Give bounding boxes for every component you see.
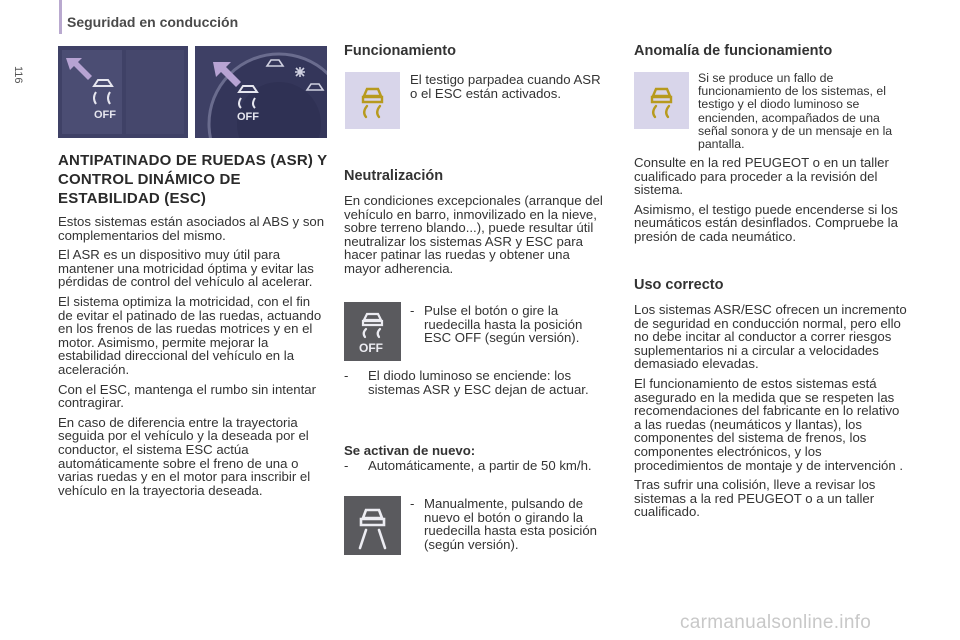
uso-correcto-heading: Uso correcto [634, 277, 724, 293]
off-label: OFF [94, 109, 116, 121]
main-title: ANTIPATINADO DE RUEDAS (ASR) Y CONTROL DINÁMICO DE ESTABILIDAD (ESC) [58, 152, 328, 207]
paragraph: Estos sistemas están asociados al ABS y son complementarios del mismo. [58, 214, 325, 243]
anomalia-heading: Anomalía de funcionamiento [634, 43, 833, 59]
paragraph: Consulte en la red PEUGEOT o en un taller cualificado para proceder a la revisión del sistema. [634, 155, 889, 198]
asr-warning-icon [345, 72, 400, 129]
esc-on-button-icon [344, 496, 401, 555]
paragraph: El ASR es un dispositivo muy útil para mantener una motricidad óptima y evitar las pérdidas de control del vehículo al acelerar. [58, 247, 314, 290]
page-number: 116 [12, 66, 24, 84]
esc-off-button-icon [344, 302, 401, 361]
paragraph: Tras sufrir una colisión, lleve a revisar los sistemas a la red PEUGEOT o a un taller cualificado. [634, 477, 876, 520]
step-diode-on: - El diodo luminoso se enciende: los sistemas ASR y ESC dejan de actuar. [344, 368, 589, 397]
dashboard-dial-photo [195, 46, 327, 138]
paragraph: El funcionamiento de estos sistemas está asegurado en la medida que se respeten las recomendaciones del fabricante en lo relativo a las ruedas (neumáticos y llantas), los componentes del sistema de frenos, los componentes electrónicos, y los procedimientos de montaje y de intervención . [634, 375, 904, 473]
paragraph: En caso de diferencia entre la trayectoria seguida por el vehículo y la deseada por el conductor, el sistema ESC actúa automáticamente sobre el freno de una o varias ruedas y en el motor para inscribir el vehículo en la trayectoria deseada. [58, 414, 311, 498]
watermark: carmanualsonline.info [680, 612, 872, 633]
manual-reactivate-item: - Manualmente, pulsando de nuevo el botón o girando la ruedecilla hasta esta posición (según versión). [410, 496, 598, 552]
section-title: Seguridad en conducción [67, 14, 239, 30]
off-label: OFF [359, 341, 383, 355]
paragraph: El sistema optimiza la motricidad, con el fin de evitar el patinado de las ruedas, actuando en los frenos de las ruedas motrices y en el motor. Asimismo, permite mejorar la estabilidad direccional del vehículo en la aceleración. [58, 293, 322, 377]
paragraph: Con el ESC, mantenga el rumbo sin intentar contragirar. [58, 381, 317, 411]
funcionamiento-heading: Funcionamiento [344, 43, 456, 59]
anomalia-paragraphs [634, 156, 910, 250]
neutralizacion-heading: Neutralización [344, 168, 444, 184]
uso-correcto-paragraphs [634, 303, 910, 525]
step-press-button: - Pulse el botón o gire la ruedecilla hasta la posición ESC OFF (según versión). [410, 303, 583, 346]
neutralizacion-text: En condiciones excepcionales (arranque del vehículo en barro, inmovilizado en la nieve, sobre terreno blando...), puede resultar útil neutralizar los sistemas ASR y ESC para hacer patinar las ruedas y obtener una mayor adherencia. [344, 193, 603, 276]
paragraph: Los sistemas ASR/ESC ofrecen un incremento de seguridad en conducción normal, pero ello no debe incitar al conductor a correr riesgos suplementarios ni a circular a velocidades demasiado elevadas. [634, 302, 907, 372]
auto-reactivate-item: - Automáticamente, a partir de 50 km/h. [344, 458, 592, 473]
anomalia-text: Si se produce un fallo de funcionamiento de los sistemas, el testigo y el diodo luminoso se encienden, acompañados de una señal sonora y de un mensaje en la pantalla. [698, 71, 893, 152]
paragraph: Asimismo, el testigo puede encenderse si los neumáticos están desinflados. Compruebe la presión de cada neumático. [634, 201, 898, 244]
intro-column [58, 215, 328, 503]
reactivate-heading: Se activan de nuevo: [344, 443, 476, 458]
section-accent-bar [59, 0, 62, 34]
funcionamiento-text: El testigo parpadea cuando ASR o el ESC están activados. [410, 72, 601, 101]
asr-fault-icon [634, 72, 689, 129]
off-label: OFF [237, 111, 259, 123]
dashboard-button-photo [58, 46, 188, 138]
